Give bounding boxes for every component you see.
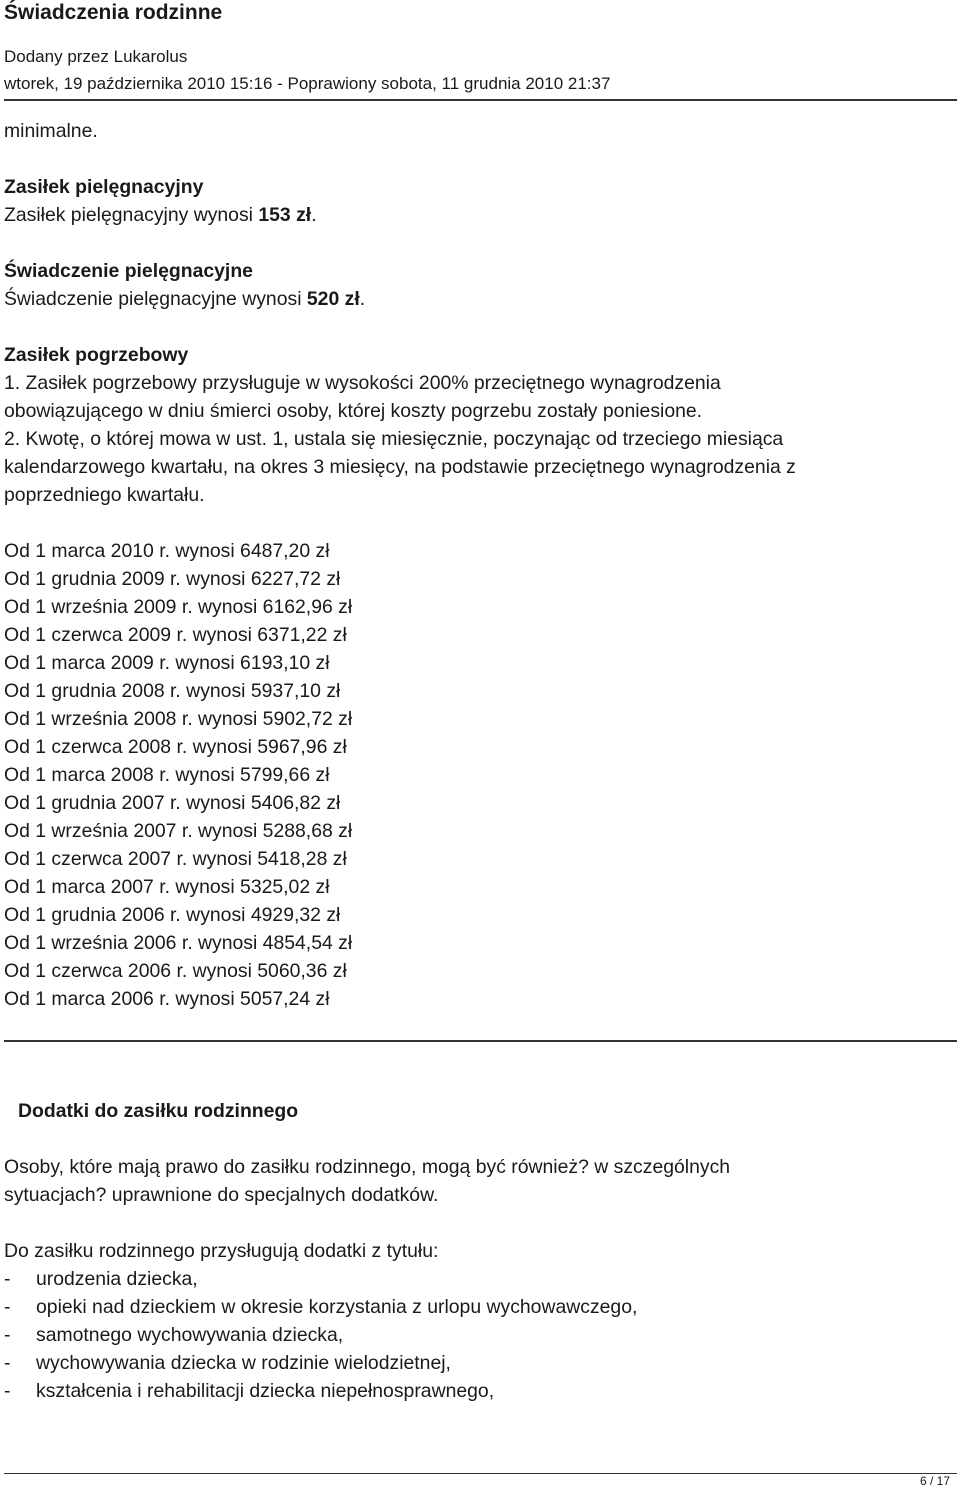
page-title: Świadczenia rodzinne	[4, 1, 223, 24]
rate-row: Od 1 marca 2008 r. wynosi 5799,66 zł	[4, 764, 330, 786]
dodatki-heading: Dodatki do zasiłku rodzinnego	[18, 1100, 299, 1122]
section-text	[4, 201, 956, 229]
text-after: .	[311, 204, 317, 226]
rate-row: Od 1 grudnia 2009 r. wynosi 6227,72 zł	[4, 568, 341, 590]
section-text	[4, 285, 956, 313]
list-item	[4, 1349, 956, 1377]
paragraph-line: poprzedniego kwartału.	[4, 484, 205, 506]
swiadczenie-pielegnacyjne-section	[4, 257, 956, 313]
list-item-text: kształcenia i rehabilitacji dziecka niepełnosprawnego,	[36, 1380, 495, 1402]
section-heading: Zasiłek pogrzebowy	[4, 344, 189, 366]
list-item-text: wychowywania dziecka w rodzinie wielodzietnej,	[36, 1352, 451, 1374]
rate-row: Od 1 marca 2010 r. wynosi 6487,20 zł	[4, 540, 330, 562]
rate-row: Od 1 września 2006 r. wynosi 4854,54 zł	[4, 932, 353, 954]
text-after: .	[359, 288, 366, 310]
rate-row: Od 1 września 2009 r. wynosi 6162,96 zł	[4, 596, 353, 618]
rate-row: Od 1 września 2007 r. wynosi 5288,68 zł	[4, 820, 353, 842]
bullet-dash: -	[4, 1352, 11, 1374]
rate-row: Od 1 marca 2009 r. wynosi 6193,10 zł	[4, 652, 330, 674]
zasilek-pielegnacyjny-section	[4, 173, 956, 229]
footer-divider	[4, 1473, 957, 1474]
paragraph-line: Osoby, które mają prawo do zasiłku rodzinnego, mogą być również? w szczególnych	[4, 1156, 731, 1178]
header-divider	[4, 99, 957, 101]
list-intro: Do zasiłku rodzinnego przysługują dodatki z tytułu:	[4, 1240, 439, 1262]
paragraph-line: kalendarzowego kwartału, na okres 3 miesięcy, na podstawie przeciętnego wynagrodzenia z	[4, 456, 796, 478]
paragraph-line: sytuacjach? uprawnione do specjalnych dodatków.	[4, 1184, 439, 1206]
dodatki-section	[4, 1153, 956, 1405]
list-item-text: opieki nad dzieckiem w okresie korzystania z urlopu wychowawczego,	[36, 1296, 638, 1318]
rate-row: Od 1 grudnia 2007 r. wynosi 5406,82 zł	[4, 792, 341, 814]
page-number: 6 / 17	[919, 1474, 950, 1488]
rates-list	[4, 537, 956, 1013]
bullet-dash: -	[4, 1296, 11, 1318]
list-item	[4, 1377, 956, 1405]
bullet-dash: -	[4, 1268, 11, 1290]
rate-row: Od 1 grudnia 2006 r. wynosi 4929,32 zł	[4, 904, 341, 926]
amount: 520 zł	[306, 288, 360, 310]
section-divider	[4, 1040, 957, 1042]
date-line: wtorek, 19 października 2010 15:16 - Poprawiony sobota, 11 grudnia 2010 21:37	[4, 74, 611, 93]
section-heading: Zasiłek pielęgnacyjny	[4, 176, 204, 198]
bullet-dash: -	[4, 1324, 11, 1346]
text-before: Zasiłek pielęgnacyjny wynosi	[4, 204, 259, 226]
paragraph-line: 2. Kwotę, o której mowa w ust. 1, ustala się miesięcznie, poczynając od trzeciego miesiąca	[4, 428, 784, 450]
zasilek-pogrzebowy-section	[4, 341, 956, 509]
rate-row: Od 1 grudnia 2008 r. wynosi 5937,10 zł	[4, 680, 341, 702]
intro-line: minimalne.	[4, 120, 98, 142]
list-item-text: samotnego wychowywania dziecka,	[36, 1324, 344, 1346]
rate-row: Od 1 września 2008 r. wynosi 5902,72 zł	[4, 708, 353, 730]
rate-row: Od 1 czerwca 2008 r. wynosi 5967,96 zł	[4, 736, 347, 758]
rate-row: Od 1 czerwca 2006 r. wynosi 5060,36 zł	[4, 960, 347, 982]
text-before: Świadczenie pielęgnacyjne wynosi	[4, 288, 307, 310]
paragraph-line: obowiązującego w dniu śmierci osoby, której koszty pogrzebu zostały poniesione.	[4, 400, 703, 422]
section-heading: Świadczenie pielęgnacyjne	[4, 260, 253, 282]
rate-row: Od 1 czerwca 2009 r. wynosi 6371,22 zł	[4, 624, 347, 646]
author-line: Dodany przez Lukarolus	[4, 47, 188, 66]
rate-row: Od 1 marca 2007 r. wynosi 5325,02 zł	[4, 876, 330, 898]
intro-text	[4, 117, 956, 145]
spacer	[4, 1209, 956, 1237]
paragraph-line: 1. Zasiłek pogrzebowy przysługuje w wysokości 200% przeciętnego wynagrodzenia	[4, 372, 721, 394]
list-item	[4, 1265, 956, 1293]
amount: 153 zł	[258, 204, 312, 226]
list-item-text: urodzenia dziecka,	[36, 1268, 198, 1290]
rate-row: Od 1 czerwca 2007 r. wynosi 5418,28 zł	[4, 848, 347, 870]
rate-row: Od 1 marca 2006 r. wynosi 5057,24 zł	[4, 988, 330, 1010]
list-item	[4, 1321, 956, 1349]
bullet-dash: -	[4, 1380, 11, 1402]
list-item	[4, 1293, 956, 1321]
